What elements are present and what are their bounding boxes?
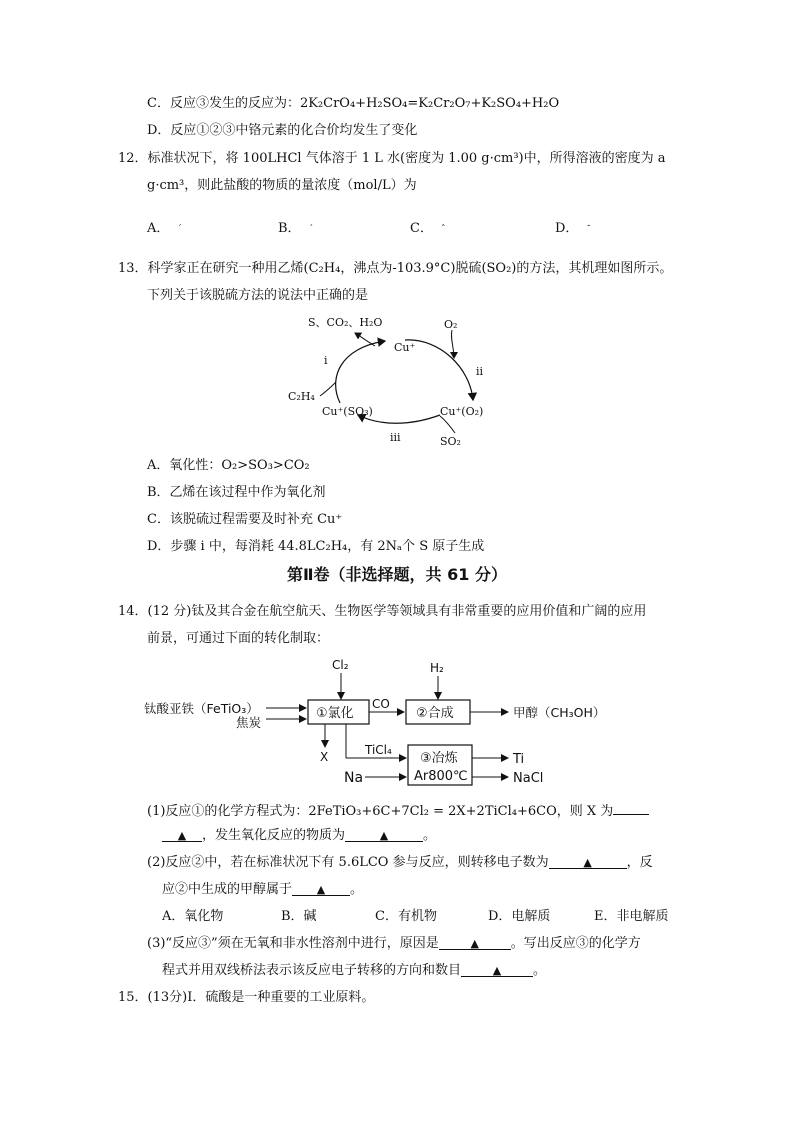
methanol-label: 甲醇（CH₃OH） [513,705,606,720]
smelting-condition-label: Ar800℃ [414,769,468,784]
q14-part2-option-c: C．有机物 [375,909,437,924]
ticl4-label: TiCl₄ [365,743,392,757]
q14-part2-option-e: E．非电解质 [594,909,669,924]
o2-label: O₂ [444,318,458,331]
q14-part3-line1 [147,935,641,953]
step-i-label: i [324,354,328,367]
q14-part3-text-a: (3)“反应③”须在无氧和非水性溶剂中进行，原因是 [147,936,439,951]
synthesis-label: ②合成 [416,706,454,721]
fetio3-label: 钛酸亚铁（FeTiO₃） [144,701,259,716]
q14-part2-text-a: (2)反应②中，若在标准状况下有 5.6LCO 参与反应，则转移电子数为 [147,855,549,870]
ti-label: Ti [513,752,525,767]
coke-label: 焦炭 [236,715,262,730]
section-title: 第Ⅱ卷（非选择题，共 61 分） [287,565,507,584]
co-label: CO [372,697,390,711]
q14-blank-methanol[interactable] [292,881,350,896]
q14-part3-line2 [162,962,546,980]
step-iii-label: iii [390,431,401,444]
cu-so3-label: Cu⁺(SO₃) [322,405,373,418]
q12-option-c-label: C． [410,221,433,236]
q13-option-d: D．步骤 i 中，每消耗 44.8LC₂H₄，有 2Nₐ个 S 原子生成 [147,539,485,554]
cu-o2-label: Cu⁺(O₂) [440,405,484,418]
q14-part2-option-b: B．碱 [281,909,317,924]
q14-part3-text-c: 程式并用双线桥法表示该反应电子转移的方向和数目 [162,963,462,978]
h2-label: H₂ [430,661,444,675]
o2-in-arrow [451,330,454,358]
q14-part2-line2 [162,881,363,899]
na-label: Na [344,770,364,786]
q14-blank-oxidized[interactable] [345,827,423,842]
blank-marker: ▲ [583,856,592,869]
blank-marker: ▲ [492,964,502,977]
q14-part1-text-a: (1)反应①的化学方程式为：2FeTiO₃+6C+7Cl₂ = 2X+2TiCl₄+6CO，则 X 为 [147,804,614,819]
q11-option-c-equation: 2K₂CrO₄+H₂SO₄=K₂Cr₂O₇+K₂SO₄+H₂O [299,96,560,111]
so2-label: SO₂ [440,435,461,448]
blank-marker: ▲ [316,883,326,896]
q13-option-b: B．乙烯在该过程中作为氧化剂 [147,485,326,500]
q12-stem-line1: 12．标准状况下，将 100LHCl 气体溶于 1 L 水(密度为 1.00 g·cm³)中，所得溶液的密度为 a [118,151,666,166]
q14-stem-line1: 14．(12 分)钛及其合金在航空航天、生物医学等领域具有非常重要的应用价值和广阔的应用 [118,604,647,619]
q14-blank-x-cont[interactable] [162,827,202,842]
q14-stem-line2: 前景，可通过下面的转化制取： [147,631,330,646]
q11-option-c [147,95,559,113]
blank-marker: ▲ [177,829,187,842]
q12-option-d: D． ˉ [555,221,591,236]
q14-part2-text-c: 应②中生成的甲醇属于 [162,882,293,897]
cl2-label: Cl₂ [332,658,349,672]
q14-part2-option-d: D．电解质 [488,909,551,924]
q14-blank-reason[interactable] [439,935,511,950]
q14-blank-equation[interactable] [461,962,533,977]
smelting-label: ③冶炼 [420,751,458,766]
period: 。 [533,963,547,978]
nacl-label: NaCl [513,771,544,786]
q12-option-d-label: D． [555,221,579,236]
x-label: X [320,750,329,764]
c2h4-label: C₂H₄ [288,390,315,403]
q14-part1-line1 [147,800,649,821]
q14-part2-text-b: ，反 [626,855,653,870]
q13-mechanism-diagram [280,308,510,452]
q14-part1-line2 [162,827,436,845]
q12-stem-line2: g·cm³，则此盐酸的物质的量浓度（mol/L）为 [147,178,417,193]
q12-option-b: B． ˊ [278,221,314,236]
q12-option-a: A． ˊ [147,221,182,236]
q11-option-d: D．反应①②③中铬元素的化合价均发生了变化 [147,123,418,138]
period: 。 [423,828,437,843]
period: 。 [350,882,364,897]
q14-part2-option-a: A．氧化物 [162,909,224,924]
chlorination-label: ①氯化 [316,706,354,721]
q14-part2-line1 [147,854,653,872]
q13-option-a: A．氧化性：O₂>SO₃>CO₂ [147,458,310,473]
blank-marker: ▲ [470,937,479,950]
q13-stem-line2: 下列关于该脱硫方法的说法中正确的是 [147,288,369,303]
q13-option-c: C．该脱硫过程需要及时补充 Cu⁺ [147,512,343,527]
q12-option-c: C． ˆ [410,221,446,236]
cu-label: Cu⁺ [394,341,416,354]
blank-marker: ▲ [379,829,389,842]
cycle-arrow-i [336,341,385,403]
q12-option-b-label: B． [278,221,301,236]
q14-part3-text-b: 。写出反应③的化学方 [510,936,641,951]
c2h4-in-arrow [320,382,336,396]
q14-blank-x[interactable] [613,800,649,815]
q12-option-a-label: A． [147,221,170,236]
q13-stem-line1: 13．科学家正在研究一种用乙烯(C₂H₄，沸点为-103.9°C)脱硫(SO₂)的方法，其机理如图所示。 [118,261,673,276]
q11-option-c-label: C．反应③发生的反应为： [147,96,300,111]
so2-in-arrow [440,416,455,433]
q14-blank-electrons[interactable] [549,854,627,869]
products-out-arrow [355,333,375,346]
q15-stem-line1: 15．(13分)Ⅰ．硫酸是一种重要的工业原料。 [118,990,375,1005]
q14-flow-diagram [140,655,660,795]
products-label: S、CO₂、H₂O [308,316,383,329]
step-ii-label: ii [476,365,484,378]
q14-part1-text-b: ，发生氧化反应的物质为 [202,828,346,843]
